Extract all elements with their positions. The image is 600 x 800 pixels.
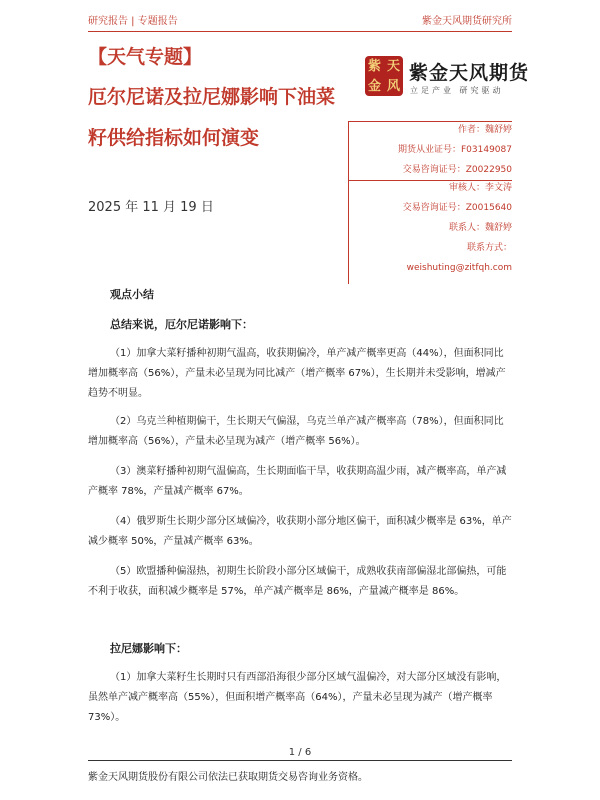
el-nino-point-3: （3）澳菜籽播种初期气温偏高，生长期面临干旱，收获期高温少雨，减产概率高，单产减产概率 78%，产量减产概率 67%。 — [88, 466, 507, 497]
el-nino-point-5: （5）欧盟播种偏湿热，初期生长阶段小部分区域偏干，成熟收获南部偏湿北部偏热，可能不利于收获，面积减少概率是 57%，单产减产概率是 86%，产量减产概率是 86%。 — [88, 566, 507, 597]
info-vertical-rule — [348, 121, 349, 284]
author-info — [398, 120, 512, 180]
report-date: 2025 年 11 月 19 日 — [88, 200, 214, 215]
contact-method-label: 联系方式： — [466, 243, 512, 253]
author-name: 作者：魏舒婷 — [457, 125, 512, 135]
la-nina-heading: 拉尼娜影响下： — [110, 642, 187, 655]
seal-char: 风 — [386, 78, 400, 94]
title-tag: 【天气专题】 — [88, 46, 203, 68]
seal-char: 紫 — [367, 58, 381, 74]
el-nino-point-2: （2）乌克兰种植期偏干，生长期天气偏湿，乌克兰单产减产概率高（78%），但面积同比增加概率高（56%），产量未必呈现为减产（增产概率 56%）。 — [88, 416, 504, 447]
author-futures-license: 期货从业证号：F03149087 — [398, 145, 512, 155]
seal-char: 天 — [386, 58, 400, 74]
title-line-2: 籽供给指标如何演变 — [88, 127, 260, 149]
reviewer-consulting-license: 交易咨询证号：Z0015640 — [402, 203, 512, 213]
title-line-1: 厄尔尼诺及拉尼娜影响下油菜 — [88, 86, 336, 108]
section-title: 观点小结 — [110, 288, 154, 301]
footer-disclaimer: 紫金天风期货股份有限公司依法已获取期货交易咨询业务资格。 — [88, 772, 368, 783]
logo-company-name: 紫金天风期货 — [409, 62, 530, 84]
page-number: 1 / 6 — [288, 747, 312, 758]
logo-seal-icon — [365, 56, 403, 96]
el-nino-point-4: （4）俄罗斯生长期少部分区域偏冷，收获期小部分地区偏干，面积减少概率是 63%，单产减少概率 50%，产量减产概率 63%。 — [88, 516, 512, 547]
el-nino-heading: 总结来说，厄尔尼诺影响下： — [110, 318, 253, 331]
la-nina-point-1: （1）加拿大菜籽生长期时只有西部沿海很少部分区域气温偏冷，对大部分区域没有影响，虽然单产减产概率高（55%），但面积增产概率高（64%），产量未必呈现为减产（增产概率 73%）。 — [88, 672, 507, 723]
header-report-type: 研究报告 | 专题报告 — [88, 16, 178, 27]
contact-email[interactable]: weishuting@zitfqh.com — [406, 263, 512, 273]
contact-person: 联系人：魏舒婷 — [448, 223, 512, 233]
seal-char: 金 — [367, 78, 381, 94]
header-institute: 紫金天风期货研究所 — [422, 16, 512, 27]
author-consulting-license: 交易咨询证号：Z0022950 — [402, 165, 512, 175]
logo-slogan: 立足产业 研究驱动 — [410, 86, 504, 95]
el-nino-point-1: （1）加拿大菜籽播种初期气温高，收获期偏冷，单产减产概率更高（44%），但面积同比增加概率高（56%），产量未必呈现为同比减产（增产概率 67%），生长期并未受影响，增减产趋势不明显。 — [88, 348, 506, 399]
reviewer-name: 审核人：李文涛 — [448, 183, 512, 193]
footer-divider — [88, 760, 512, 761]
header-divider — [88, 31, 512, 32]
review-info — [403, 178, 512, 278]
company-logo — [365, 56, 530, 100]
